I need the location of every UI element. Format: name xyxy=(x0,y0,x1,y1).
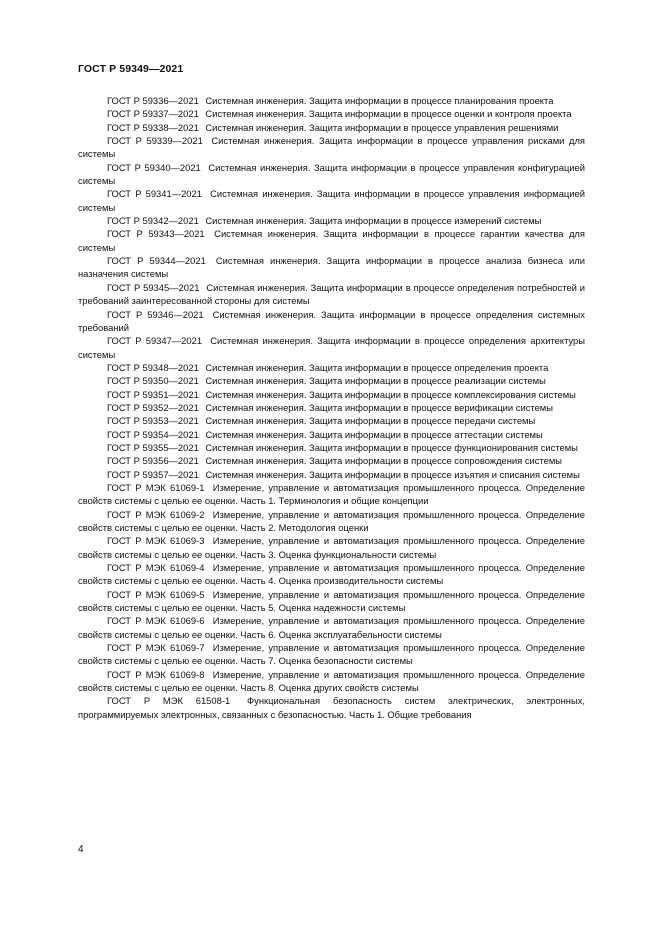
reference-title: Измерение, управление и автоматизация промышленного процесса. Определение свойств системы с целью ее оценки. Часть 6. Оценка эксплуатабельности системы xyxy=(78,615,585,640)
page-number: 4 xyxy=(78,844,84,855)
reference-item xyxy=(78,187,585,214)
reference-code: ГОСТ Р МЭК 61508-1 xyxy=(107,695,231,707)
reference-title: Измерение, управление и автоматизация промышленного процесса. Определение свойств системы с целью ее оценки. Часть 5. Оценка надежности системы xyxy=(78,588,585,614)
reference-item xyxy=(78,374,585,387)
reference-title: Измерение, управление и автоматизация промышленного процесса. Определение свойств системы с целью ее оценки. Часть 7. Оценка безопасности системы xyxy=(78,642,585,667)
reference-item xyxy=(78,614,585,641)
reference-code: ГОСТ Р 59347—2021 xyxy=(107,335,203,347)
reference-title: Системная инженерия. Защита информации в процессе анализа бизнеса или назначения системы xyxy=(78,255,585,280)
reference-title: Системная инженерия. Защита информации в процессе оценки и контроля проекта xyxy=(205,108,572,120)
reference-title: Системная инженерия. Защита информации в процессе реализации системы xyxy=(205,375,546,387)
reference-title: Системная инженерия. Защита информации в процессе определения проекта xyxy=(205,361,549,373)
reference-item xyxy=(78,414,585,427)
reference-title: Измерение, управление и автоматизация промышленного процесса. Определение свойств системы с целью ее оценки. Часть 2. Методология оценки xyxy=(78,508,585,533)
reference-title: Системная инженерия. Защита информации в процессе управления решениями xyxy=(205,121,559,133)
reference-code: ГОСТ Р 59356—2021 xyxy=(107,455,199,467)
reference-item xyxy=(78,588,585,615)
reference-item xyxy=(78,227,585,254)
reference-title: Системная инженерия. Защита информации в процессе управления конфигурацией системы xyxy=(78,161,586,187)
reference-item xyxy=(78,94,585,107)
reference-title: Измерение, управление и автоматизация промышленного процесса. Определение свойств системы с целью ее оценки. Часть 4. Оценка производительности системы xyxy=(78,562,585,587)
reference-title: Функциональная безопасность систем электрических, электронных, программируемых электронных, связанных с безопасностью. Часть 1. Общие требования xyxy=(78,695,585,720)
reference-code: ГОСТ Р 59351—2021 xyxy=(107,388,199,400)
reference-title: Системная инженерия. Защита информации в процессе планирования проекта xyxy=(205,95,554,106)
reference-code: ГОСТ Р 59346—2021 xyxy=(107,308,204,320)
reference-item xyxy=(78,468,585,481)
reference-item xyxy=(78,134,585,161)
reference-code: ГОСТ Р МЭК 61069-3 xyxy=(107,535,205,547)
reference-item xyxy=(78,441,585,454)
reference-item xyxy=(78,254,585,281)
reference-item xyxy=(78,401,585,414)
reference-code: ГОСТ Р 59353—2021 xyxy=(107,415,199,427)
reference-code: ГОСТ Р 59344—2021 xyxy=(107,255,206,267)
reference-title: Системная инженерия. Защита информации в процессе гарантии качества для системы xyxy=(78,228,585,253)
reference-code: ГОСТ Р 59343—2021 xyxy=(107,228,205,240)
reference-item xyxy=(78,641,585,668)
reference-title: Системная инженерия. Защита информации в процессе сопровождения системы xyxy=(205,455,563,467)
reference-code: ГОСТ Р МЭК 61069-6 xyxy=(107,615,205,627)
reference-item xyxy=(78,481,585,508)
reference-title: Измерение, управление и автоматизация промышленного процесса. Определение свойств системы с целью ее оценки. Часть 8. Оценка других свойств системы xyxy=(78,668,585,694)
reference-title: Системная инженерия. Защита информации в процессе комплексирования системы xyxy=(205,388,576,400)
reference-title: Измерение, управление и автоматизация промышленного процесса. Определение свойств системы с целью ее оценки. Часть 1. Терминология и общие концепции xyxy=(78,481,585,507)
reference-code: ГОСТ Р 59355—2021 xyxy=(107,441,199,453)
document-header: ГОСТ Р 59349—2021 xyxy=(78,63,184,75)
reference-code: ГОСТ Р 59341—2021 xyxy=(107,188,202,200)
reference-code: ГОСТ Р 59337—2021 xyxy=(107,108,199,120)
reference-code: ГОСТ Р МЭК 61069-4 xyxy=(107,562,205,574)
reference-code: ГОСТ Р 59357—2021 xyxy=(107,468,199,480)
reference-item xyxy=(78,534,585,561)
reference-item xyxy=(78,334,585,361)
reference-title: Системная инженерия. Защита информации в процессе управления рисками для системы xyxy=(78,135,585,160)
reference-title: Системная инженерия. Защита информации в процессе изъятия и списания системы xyxy=(205,468,580,480)
reference-code: ГОСТ Р 59339—2021 xyxy=(107,135,203,147)
reference-title: Системная инженерия. Защита информации в процессе функционирования системы xyxy=(205,441,578,453)
reference-code: ГОСТ Р МЭК 61069-8 xyxy=(107,668,205,680)
reference-item xyxy=(78,508,585,535)
reference-item xyxy=(78,161,585,188)
reference-code: ГОСТ Р МЭК 61069-5 xyxy=(107,588,205,600)
reference-code: ГОСТ Р 59354—2021 xyxy=(107,428,199,440)
reference-title: Системная инженерия. Защита информации в процессе измерений системы xyxy=(205,215,542,227)
reference-item xyxy=(78,428,585,441)
reference-title: Системная инженерия. Защита информации в процессе аттестации системы xyxy=(205,428,543,440)
reference-item xyxy=(78,121,585,134)
reference-item xyxy=(78,694,585,721)
reference-code: ГОСТ Р МЭК 61069-2 xyxy=(107,508,205,520)
reference-item xyxy=(78,561,585,588)
reference-title: Системная инженерия. Защита информации в процессе верификации системы xyxy=(205,401,553,413)
reference-code: ГОСТ Р МЭК 61069-1 xyxy=(107,481,205,493)
reference-item xyxy=(78,454,585,467)
normative-references-list xyxy=(78,94,585,721)
reference-code: ГОСТ Р 59348—2021 xyxy=(107,361,199,373)
reference-title: Системная инженерия. Защита информации в процессе управления информацией системы xyxy=(78,188,585,213)
reference-code: ГОСТ Р 59338—2021 xyxy=(107,121,199,133)
reference-item xyxy=(78,361,585,374)
reference-code: ГОСТ Р 59345—2021 xyxy=(107,281,200,293)
reference-code: ГОСТ Р 59336—2021 xyxy=(107,95,199,106)
reference-item xyxy=(78,308,585,335)
reference-code: ГОСТ Р 59352—2021 xyxy=(107,401,199,413)
reference-title: Системная инженерия. Защита информации в процессе определения архитектуры системы xyxy=(78,335,585,360)
reference-code: ГОСТ Р 59350—2021 xyxy=(107,375,199,387)
reference-code: ГОСТ Р 59340—2021 xyxy=(107,161,201,173)
reference-code: ГОСТ Р МЭК 61069-7 xyxy=(107,642,205,654)
reference-title: Системная инженерия. Защита информации в процессе определения потребностей и требований заинтересованной стороны для системы xyxy=(78,281,585,307)
reference-item xyxy=(78,668,585,695)
reference-item xyxy=(78,281,585,308)
reference-item xyxy=(78,107,585,120)
reference-title: Системная инженерия. Защита информации в процессе передачи системы xyxy=(205,415,536,427)
reference-title: Измерение, управление и автоматизация промышленного процесса. Определение свойств системы с целью ее оценки. Часть 3. Оценка функциональности системы xyxy=(78,535,585,560)
reference-title: Системная инженерия. Защита информации в процессе определения системных требований xyxy=(78,308,585,333)
reference-item xyxy=(78,214,585,227)
reference-code: ГОСТ Р 59342—2021 xyxy=(107,215,199,227)
reference-item xyxy=(78,388,585,401)
